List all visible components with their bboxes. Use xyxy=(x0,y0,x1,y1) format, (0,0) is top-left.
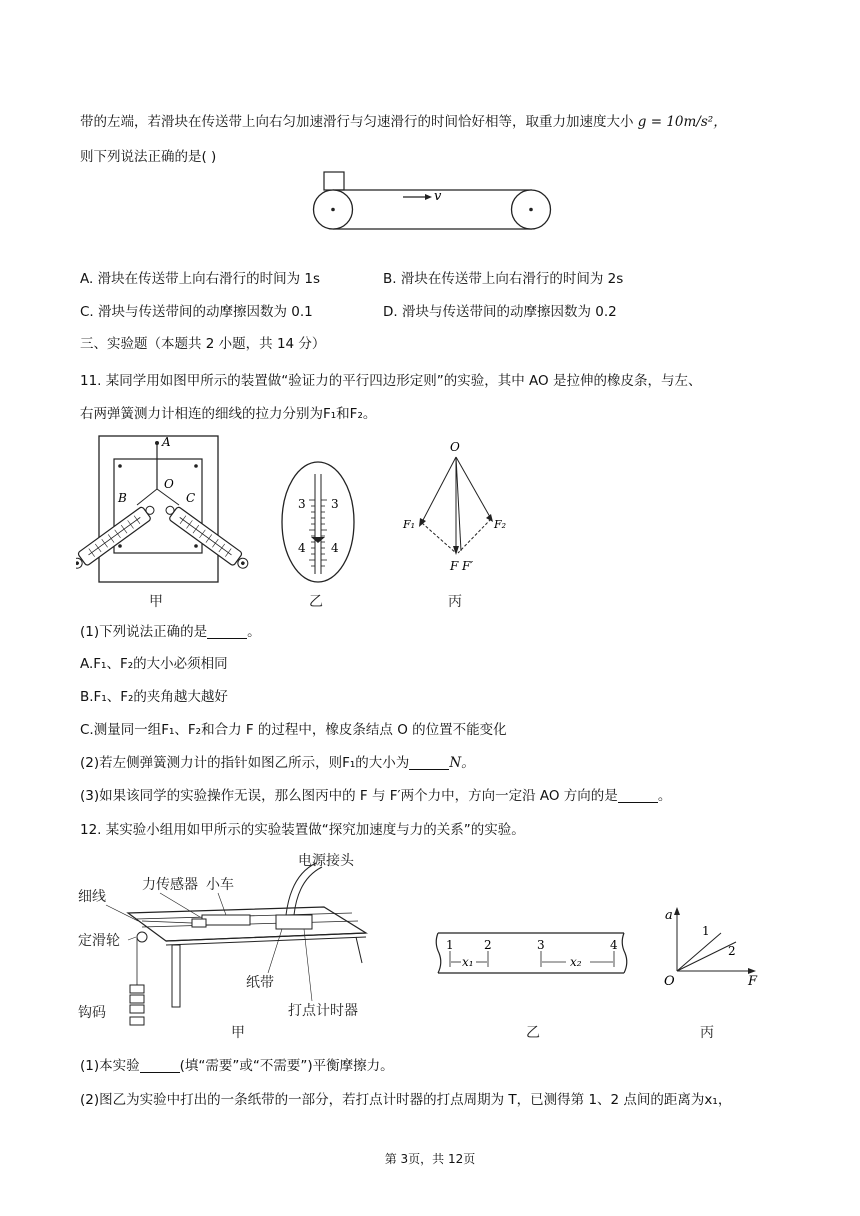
label-F-prime: F′ xyxy=(462,559,474,573)
answer-blank[interactable] xyxy=(140,1058,180,1073)
apparatus-jia xyxy=(76,435,252,610)
origin-O: O xyxy=(664,974,675,989)
answer-blank[interactable] xyxy=(618,788,658,803)
q10-stem-line2: 则下列说法正确的是( ) xyxy=(80,149,217,165)
caption-jia-12: 甲 xyxy=(231,1025,245,1041)
q12-part2: (2)图乙为实验中打出的一条纸带的一部分，若打点计时器的打点周期为 T，已测得第 1、2 点间的距离为x₁， xyxy=(80,1092,732,1108)
answer-blank[interactable] xyxy=(409,755,449,770)
q12-part1: (1)本实验 (填“需要”或“不需要”)平衡摩擦力。 xyxy=(80,1058,394,1074)
apparatus-jia-12 xyxy=(78,852,366,1041)
q11-option-c: C.测量同一组F₁、F₂和合力 F 的过程中，橡皮条结点 O 的位置不能变化 xyxy=(80,722,507,738)
label-car: 小车 xyxy=(206,877,234,893)
q11-stem-line2: 右两弹簧测力计相连的细线的拉力分别为F₁和F₂。 xyxy=(80,406,377,422)
label-B: B xyxy=(118,491,127,505)
q11-figures xyxy=(76,430,516,614)
label-pulley: 定滑轮 xyxy=(78,933,120,949)
paper-tape-yi xyxy=(436,933,627,1041)
section-heading: 三、实验题（本题共 2 小题，共 14 分） xyxy=(80,336,326,352)
conveyor-belt-figure xyxy=(305,168,555,234)
slider-block xyxy=(324,172,344,190)
velocity-label: v xyxy=(434,189,442,204)
label-C: C xyxy=(186,491,196,505)
caption-yi-12: 乙 xyxy=(526,1025,540,1041)
tape-point-2: 2 xyxy=(484,938,492,952)
label-F: F xyxy=(450,559,459,573)
q10-option-a: A. 滑块在传送带上向右滑行的时间为 1s xyxy=(80,271,320,287)
axis-a: a xyxy=(665,908,673,923)
tape-point-1: 1 xyxy=(446,938,454,952)
page-footer: 第 3页，共 12页 xyxy=(384,1152,476,1166)
q10-option-d: D. 滑块与传送带间的动摩擦因数为 0.2 xyxy=(383,304,617,320)
tape-point-3: 3 xyxy=(537,938,545,952)
caption-bing: 丙 xyxy=(448,594,462,610)
label-O: O xyxy=(164,477,174,491)
label-tape: 纸带 xyxy=(246,975,274,991)
caption-yi: 乙 xyxy=(309,594,323,610)
q12-stem: 12. 某实验小组用如甲所示的实验装置做“探究加速度与力的关系”的实验。 xyxy=(80,822,525,838)
q12-figures xyxy=(76,845,776,1045)
scale-mark-4-left: 4 xyxy=(298,541,306,555)
q10-stem-g: g = 10m/s²， xyxy=(637,114,727,130)
q11-stem-line1: 11. 某同学用如图甲所示的装置做“验证力的平行四边形定则”的实验，其中 AO 是拉伸的橡皮条，与左、 xyxy=(80,373,702,389)
scale-mark-3-right: 3 xyxy=(331,497,339,511)
q11-part1: (1)下列说法正确的是 。 xyxy=(80,624,261,640)
q10-stem-text: 带的左端，若滑块在传送带上向右匀加速滑行与匀速滑行的时间恰好相等，取重力加速度大小 xyxy=(80,114,634,130)
label-thread: 细线 xyxy=(78,889,106,905)
line-1-label: 1 xyxy=(702,924,710,938)
answer-blank[interactable] xyxy=(207,624,247,639)
q10-option-c: C. 滑块与传送带间的动摩擦因数为 0.1 xyxy=(80,304,313,320)
force-diagram-bing xyxy=(402,440,506,610)
tape-x2: x₂ xyxy=(570,955,582,969)
q10-option-b: B. 滑块在传送带上向右滑行的时间为 2s xyxy=(383,271,624,287)
label-A: A xyxy=(162,435,171,449)
q11-option-b: B.F₁、F₂的夹角越大越好 xyxy=(80,689,228,705)
label-F1: F₁ xyxy=(403,518,416,531)
caption-bing-12: 丙 xyxy=(700,1025,714,1041)
label-O-bing: O xyxy=(450,440,460,454)
q10-stem-line1 xyxy=(80,112,727,132)
scale-yi xyxy=(282,462,354,610)
label-timer: 打点计时器 xyxy=(288,1003,358,1019)
scale-mark-4-right: 4 xyxy=(331,541,339,555)
q11-part3: (3)如果该同学的实验操作无误，那么图丙中的 F 与 F′两个力中，方向一定沿 AO 方向的是 。 xyxy=(80,788,672,804)
caption-jia: 甲 xyxy=(149,594,163,610)
label-sensor: 力传感器 xyxy=(142,877,198,893)
line-2-label: 2 xyxy=(728,944,736,958)
scale-mark-3-left: 3 xyxy=(298,497,306,511)
label-weight: 钩码 xyxy=(78,1005,106,1021)
tape-x1: x₁ xyxy=(462,955,474,969)
q11-option-a: A.F₁、F₂的大小必须相同 xyxy=(80,656,228,672)
a-F-graph-bing xyxy=(664,907,758,1041)
axis-F: F xyxy=(748,974,758,989)
q11-part2: (2)若左侧弹簧测力计的指针如图乙所示，则F₁的大小为 N。 xyxy=(80,755,475,771)
label-power: 电源接头 xyxy=(298,853,354,869)
tape-point-4: 4 xyxy=(610,938,618,952)
label-F2: F₂ xyxy=(494,518,507,531)
